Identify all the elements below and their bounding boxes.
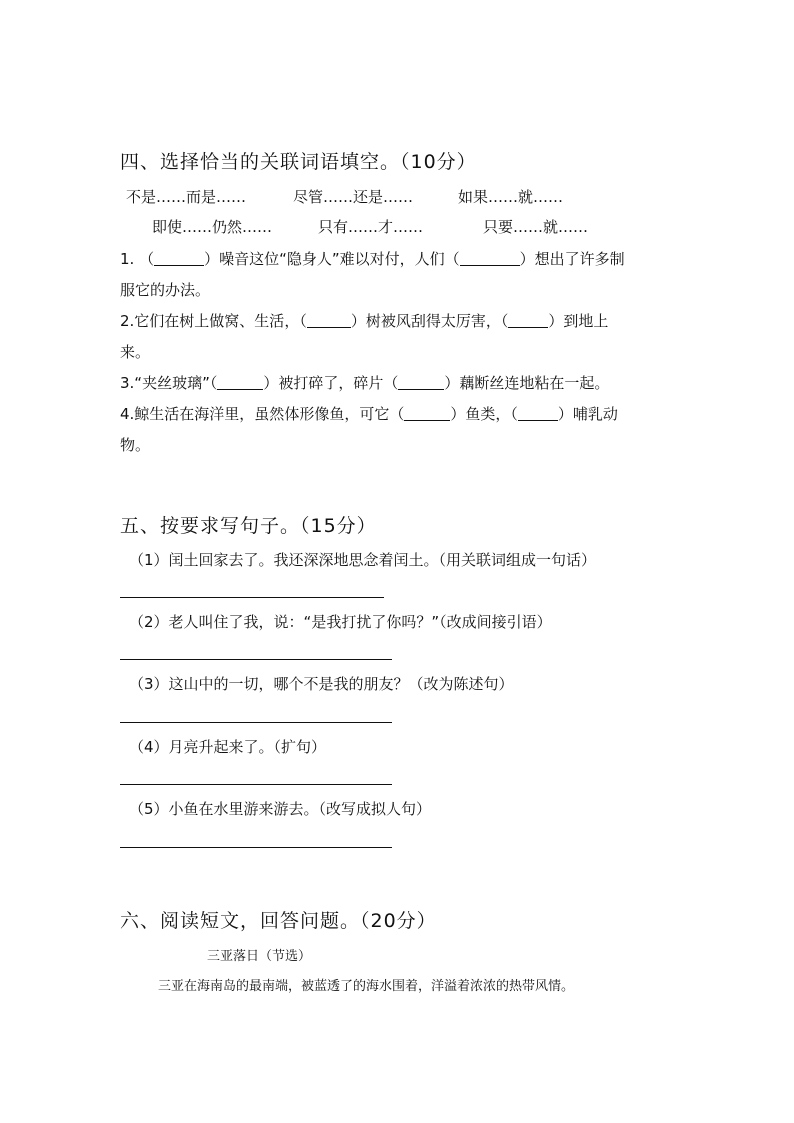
answer-line-1[interactable]: [120, 597, 384, 598]
q1-blank-2[interactable]: [460, 251, 520, 266]
q3-blank-1[interactable]: [217, 375, 263, 390]
question-4-cont: 物。: [120, 436, 151, 454]
q2-blank-2[interactable]: [508, 313, 548, 328]
question-2-cont: 来。: [120, 343, 151, 361]
passage-title: 三亚落日（节选）: [207, 949, 312, 964]
rewrite-item-4: （4）月亮升起来了。（扩句）: [129, 738, 327, 756]
q4-part-c: ）哺乳动: [557, 405, 618, 423]
rewrite-item-2: （2）老人叫住了我，说：“是我打扰了你吗？”（改成间接引语）: [129, 613, 552, 631]
section6-title: 六、阅读短文，回答问题。（20分）: [120, 910, 437, 932]
passage-line-1: 三亚在海南岛的最南端，被蓝透了的海水围着，洋溢着浓浓的热带风情。: [158, 979, 575, 994]
option-4: 即使……仍然……: [152, 218, 273, 236]
rewrite-item-5: （5）小鱼在水里游来游去。（改写成拟人句）: [129, 800, 432, 818]
option-6: 只要……就……: [483, 218, 589, 236]
q2-part-c: ）到地上: [548, 312, 609, 330]
answer-line-3[interactable]: [120, 722, 392, 723]
rewrite-item-3: （3）这山中的一切，哪个不是我的朋友？（改为陈述句）: [129, 675, 514, 693]
section5-title: 五、按要求写句子。（15分）: [120, 515, 377, 537]
answer-line-4[interactable]: [120, 784, 392, 785]
q3-blank-2[interactable]: [398, 375, 444, 390]
question-3: [120, 372, 609, 393]
q4-part-b: ）鱼类，（: [450, 405, 518, 423]
answer-line-2[interactable]: [120, 659, 392, 660]
question-2: [120, 310, 608, 331]
q2-part-a: 2.它们在树上做窝、生活，（: [120, 312, 307, 330]
option-1: 不是……而是……: [126, 188, 247, 206]
q4-blank-2[interactable]: [518, 406, 558, 421]
option-3: 如果……就……: [458, 188, 564, 206]
q1-blank-1[interactable]: [154, 251, 204, 266]
option-2: 尽管……还是……: [293, 188, 414, 206]
q4-blank-1[interactable]: [404, 406, 450, 421]
q2-blank-1[interactable]: [307, 313, 351, 328]
answer-line-5[interactable]: [120, 847, 392, 848]
option-5: 只有……才……: [318, 218, 424, 236]
section4-title: 四、选择恰当的关联词语填空。（10分）: [120, 151, 477, 173]
q1-part-a: 1. （: [120, 250, 155, 268]
q2-part-b: ）树被风刮得太厉害，（: [350, 312, 509, 330]
q1-part-c: ）想出了许多制: [519, 250, 625, 268]
q4-part-a: 4.鲸生活在海洋里，虽然体形像鱼，可它（: [120, 405, 405, 423]
q3-part-c: ）藕断丝连地粘在一起。: [444, 374, 610, 392]
question-1: [120, 248, 625, 269]
question-4: [120, 403, 618, 424]
question-1-cont: 服它的办法。: [120, 281, 211, 299]
q1-part-b: ）噪音这位“隐身人”难以对付，人们（: [204, 250, 460, 268]
q3-part-b: ）被打碎了，碎片（: [263, 374, 399, 392]
rewrite-item-1: （1）闰土回家去了。我还深深地思念着闰土。（用关联词组成一句话）: [129, 551, 597, 569]
q3-part-a: 3.“夹丝玻璃”（: [120, 374, 218, 392]
